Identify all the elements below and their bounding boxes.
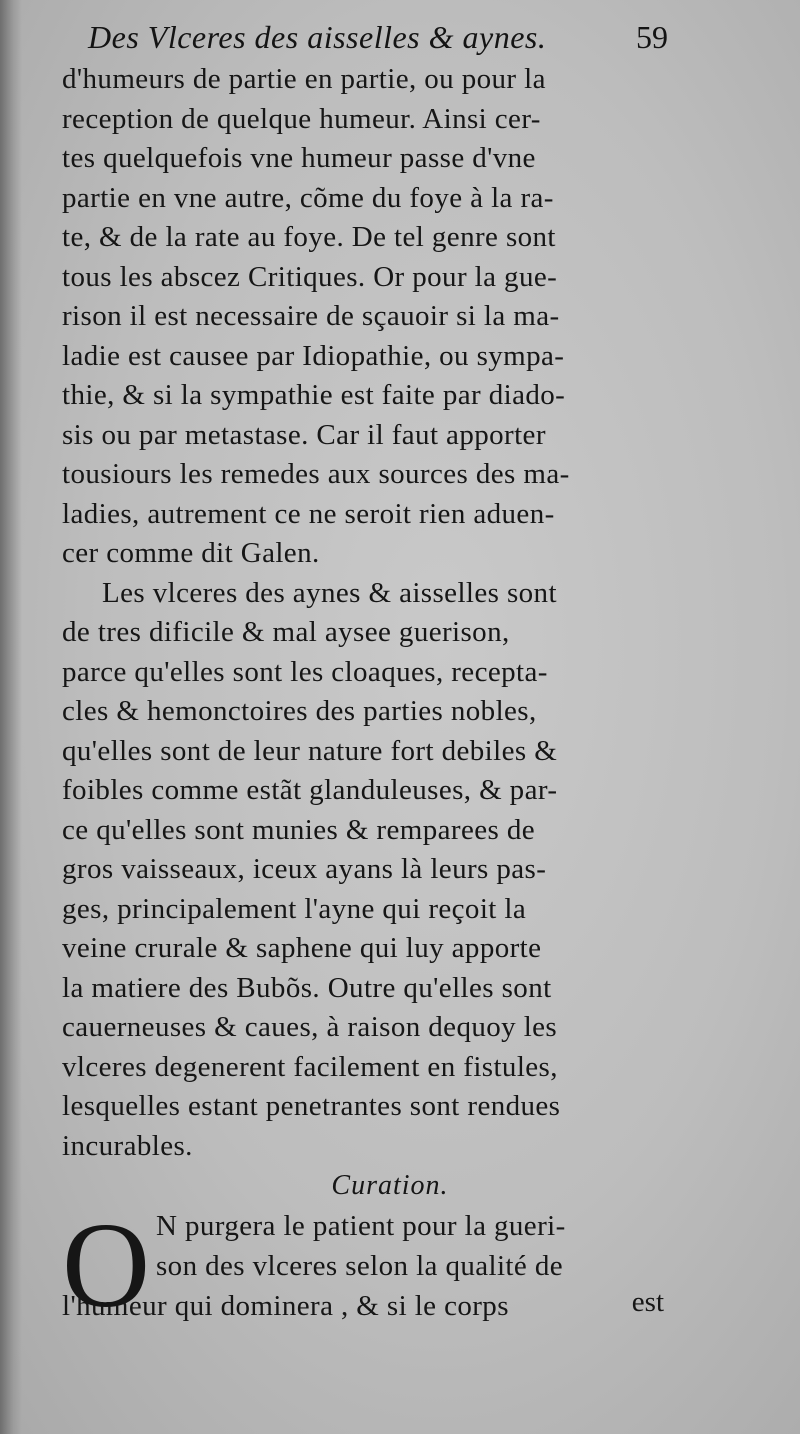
text-line: tousiours les remedes aux sources des ma- — [62, 458, 570, 490]
text-line: ladies, autrement ce ne seroit rien aduen- — [62, 497, 555, 530]
text-line: vlceres degenerent facilement en fistules, — [62, 1050, 558, 1083]
text-line: la matiere des Bubõs. Outre qu'elles sont — [62, 971, 552, 1004]
text-line: foibles comme estãt glanduleuses, & par- — [62, 774, 558, 806]
text-line: lesquelles estant penetrantes sont rendues — [62, 1090, 561, 1122]
text-line: son des vlceres selon la qualité de — [156, 1250, 563, 1282]
drop-cap: O — [62, 1198, 151, 1333]
text-line: cauerneuses & caues, à raison dequoy les — [62, 1011, 558, 1043]
text-line: thie, & si la sympathie est faite par diado- — [62, 379, 566, 411]
text-line: ladie est causee par Idiopathie, ou sympa- — [62, 339, 565, 372]
text-line: incurables. — [62, 1129, 193, 1162]
body-text — [62, 60, 672, 1333]
text-line: ce qu'elles sont munies & remparees de — [62, 813, 535, 846]
text-line: veine crurale & saphene qui luy apporte — [62, 932, 542, 964]
text-line: Les vlceres des aynes & aisselles sont — [102, 576, 557, 609]
curation-paragraph — [62, 1198, 672, 1333]
text-line: N purgera le patient pour la gueri- — [156, 1210, 566, 1242]
running-title: Des Vlceres des aisselles & aynes. — [88, 19, 547, 55]
text-line: cer comme dit Galen. — [62, 537, 320, 569]
paragraph-1 — [62, 60, 672, 574]
text-line: cles & hemonctoires des parties nobles, — [62, 695, 537, 727]
page-header — [88, 14, 668, 60]
section-heading: Curation. — [331, 1170, 449, 1201]
text-line: tes quelquefois vne humeur passe d'vne — [62, 142, 536, 174]
text-line: reception de quelque humeur. Ainsi cer- — [62, 102, 541, 135]
catchword: est — [631, 1286, 664, 1318]
text-line: ges, principalement l'ayne qui reçoit la — [62, 892, 527, 925]
text-line: rison il est necessaire de sçauoir si la ma- — [62, 300, 560, 332]
page-gutter-shadow — [0, 0, 22, 1434]
text-line: tous les abscez Critiques. Or pour la gue- — [62, 260, 558, 293]
paragraph-2 — [62, 574, 672, 1167]
page-number: 59 — [636, 19, 668, 55]
text-line: parce qu'elles sont les cloaques, recepta- — [62, 655, 548, 688]
text-line: qu'elles sont de leur nature fort debiles & — [62, 734, 558, 767]
text-line: sis ou par metastase. Car il faut apporter — [62, 418, 546, 451]
text-line: de tres dificile & mal aysee guerison, — [62, 616, 510, 648]
text-line: partie en vne autre, cõme du foye à la ra- — [62, 181, 554, 214]
text-line: gros vaisseaux, iceux ayans là leurs pas- — [62, 853, 547, 885]
text-line: te, & de la rate au foye. De tel genre sont — [62, 221, 556, 253]
text-line: d'humeurs de partie en partie, ou pour la — [62, 63, 546, 95]
text-line: l'humeur qui dominera , & si le corps — [62, 1290, 509, 1322]
